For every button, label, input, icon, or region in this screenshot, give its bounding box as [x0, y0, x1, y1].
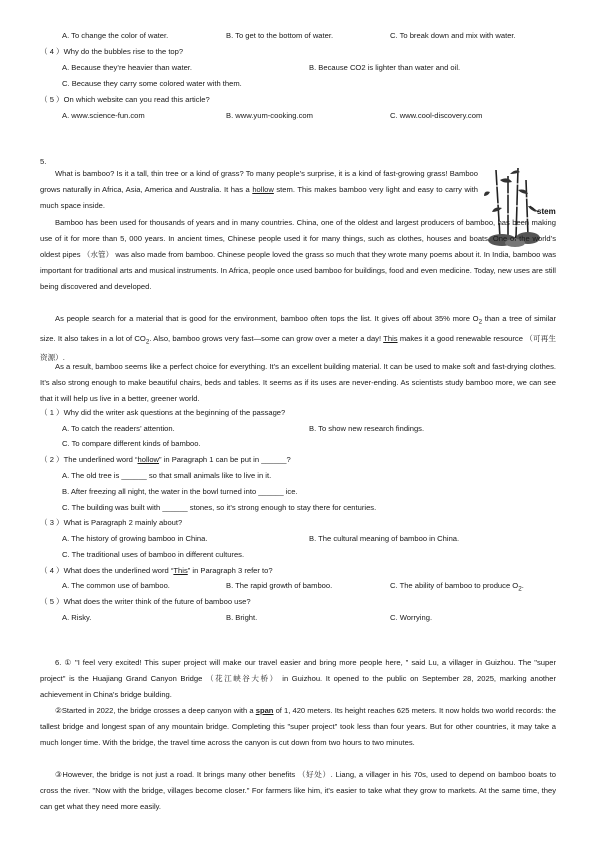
text-run: ” in Paragraph 3 refer to? [187, 566, 273, 575]
option-b[interactable]: B. The cultural meaning of bamboo in China. [309, 534, 460, 543]
option-b[interactable]: B. Bright. [226, 613, 258, 622]
text-run: ③However, the bridge is not just a road. It brings many other benefits （好处）. Liang, a villager in his 70s, used to depend on bamboo boats to cross the river. "Now with the bridge, villages become closer." For farmers like him, it's easier to take what they grow to markets. At the same time, they can get what they need more easily. [40, 770, 556, 812]
text-run: As people search for a material that is good for the environment, bamboo often tops the list. It gives off about 35% more O [55, 314, 479, 323]
underlined-word: hollow [137, 455, 160, 464]
question-stem: （ 4 ）Why do the bubbles rise to the top? [40, 47, 184, 56]
option-a[interactable]: A. The old tree is ______ so that small animals like to live in it. [62, 471, 272, 480]
option-c[interactable]: C. Worrying. [390, 613, 433, 622]
option-a[interactable]: A. The common use of bamboo. [62, 581, 170, 590]
text-run: （ 4 ）What does the underlined word “ [40, 566, 174, 575]
option-a[interactable]: A. Because they’re heavier than water. [62, 63, 193, 72]
text-run: What is bamboo? Is it a tall, thin tree or a kind of grass? To many people’s surprise, it is a kind of fast-growing grass! Bamboo grows naturally in Africa, Asia, America and Australia. It has a [40, 169, 478, 195]
s6-paragraph-3 [40, 767, 556, 815]
option-c[interactable] [390, 581, 524, 595]
underlined-word: This [173, 566, 188, 575]
question-stem: （ 5 ）On which website can you read this article? [40, 95, 210, 104]
option-a[interactable]: A. www.science-fun.com [62, 111, 145, 120]
text-run: ” in Paragraph 1 can be put in ______? [159, 455, 291, 464]
text-run: Bamboo has been used for thousands of years and in many countries. China, one of the oldest and largest producers of bamboo, has been making use of it for more than 5, 000 years. In ancient times, Chinese people used it for many things, such as clothes, houses and boats. One of the world’s oldest pipes （水管） was also made from bamboo. Chinese people loved the grass so much that they wrote many poems about it. In India, bamboo was important for traditional arts and musical instruments. In Africa, people once used bamboo for buildings, food and even medicine. Today, new uses are still being discovered and developed. [40, 218, 556, 292]
option-c[interactable]: C. To compare different kinds of bamboo. [62, 439, 201, 448]
subscript: 2 [518, 585, 522, 593]
option-b[interactable]: B. Because CO2 is lighter than water and oil. [309, 63, 461, 72]
option-a[interactable]: A. To catch the readers’ attention. [62, 424, 175, 433]
option-b[interactable]: B. After freezing all night, the water in the bowl turned into ______ ice. [62, 487, 298, 496]
subscript: 2 [145, 338, 150, 346]
text-run: 6. ① "I feel very excited! This super project will make our travel easier and bring more people here, " said Lu, a villager in Guizhou. The "super project" is the Huajiang Grand Canyon Bridge （花江峡谷大桥） in Guizhou. It opened to the public on September 28, 2025, marking another achievement in China's bridge building. [40, 658, 556, 700]
question-stem [40, 566, 273, 576]
text-run: . [521, 581, 524, 590]
question-stem: （ 5 ）What does the writer think of the future of bamboo use? [40, 597, 251, 606]
option-b[interactable]: B. To show new research findings. [309, 424, 425, 433]
text-run: stem. This makes bamboo very light and easy to carry with much space inside. [40, 185, 478, 211]
paragraph-1 [40, 166, 478, 214]
option-c[interactable]: C. The building was built with ______ stones, so it’s strong enough to stay there for centuries. [62, 503, 377, 512]
text-run: makes it a good renewable resource （可再生资源）. [40, 333, 556, 363]
option-c[interactable]: C. www.cool-discovery.com [390, 111, 483, 120]
option-c[interactable]: C. Because they carry some colored water with them. [62, 79, 242, 88]
s6-paragraph-2 [40, 703, 556, 751]
section-number: 5. [40, 157, 47, 166]
option-c[interactable]: C. The traditional uses of bamboo in different cultures. [62, 550, 245, 559]
paragraph-2 [40, 215, 556, 295]
text-run: of 1, 420 meters. Its height reaches 625 meters. It now holds two world records: the tallest bridge and longest span of any mountain bridge. Completing this "super project" took less than four years. But for other countries, it may take a much longer time. With the bridge, the travel time across the canyon is cut down from two hours to two minutes. [40, 706, 557, 748]
text-run: （ 2 ）The underlined word “ [40, 455, 138, 464]
option-a[interactable]: A. The history of growing bamboo in China. [62, 534, 208, 543]
question-stem: （ 3 ）What is Paragraph 2 mainly about? [40, 518, 183, 527]
paragraph-4 [40, 359, 556, 407]
figure-label-stem: stem [537, 207, 556, 216]
text-run: As a result, bamboo seems like a perfect choice for everything. It’s an excellent building material. It can be used to make soft and fast-drying clothes. It’s also strong enough to make beautiful chairs, beds and tables. It seems as if its uses are never-ending. As scientists study bamboo more, we can see that it will help us live in a better, greener world. [40, 362, 556, 404]
underlined-word: hollow [252, 185, 274, 195]
option-b[interactable]: B. The rapid growth of bamboo. [226, 581, 333, 590]
option-b[interactable]: B. www.yum-cooking.com [226, 111, 313, 120]
text-run: than a tree of similar size. It also takes in a lot of CO [40, 314, 557, 343]
option-a[interactable]: A. To change the color of water. [62, 31, 169, 40]
text-run: ②Started in 2022, the bridge crosses a deep canyon with a [55, 706, 256, 715]
underlined-word: span [255, 706, 274, 715]
question-stem [40, 455, 291, 465]
text-run: C. The ability of bamboo to produce O [390, 581, 519, 590]
s6-paragraph-1 [40, 655, 556, 703]
option-c[interactable]: C. To break down and mix with water. [390, 31, 516, 40]
underlined-word: This [383, 333, 398, 343]
option-a[interactable]: A. Risky. [62, 613, 92, 622]
question-stem: （ 1 ）Why did the writer ask questions at the beginning of the passage? [40, 408, 286, 417]
text-run: . Also, bamboo grows very fast—some can grow over a meter a day! [149, 333, 384, 343]
option-b[interactable]: B. To get to the bottom of water. [226, 31, 334, 40]
subscript: 2 [478, 318, 483, 326]
